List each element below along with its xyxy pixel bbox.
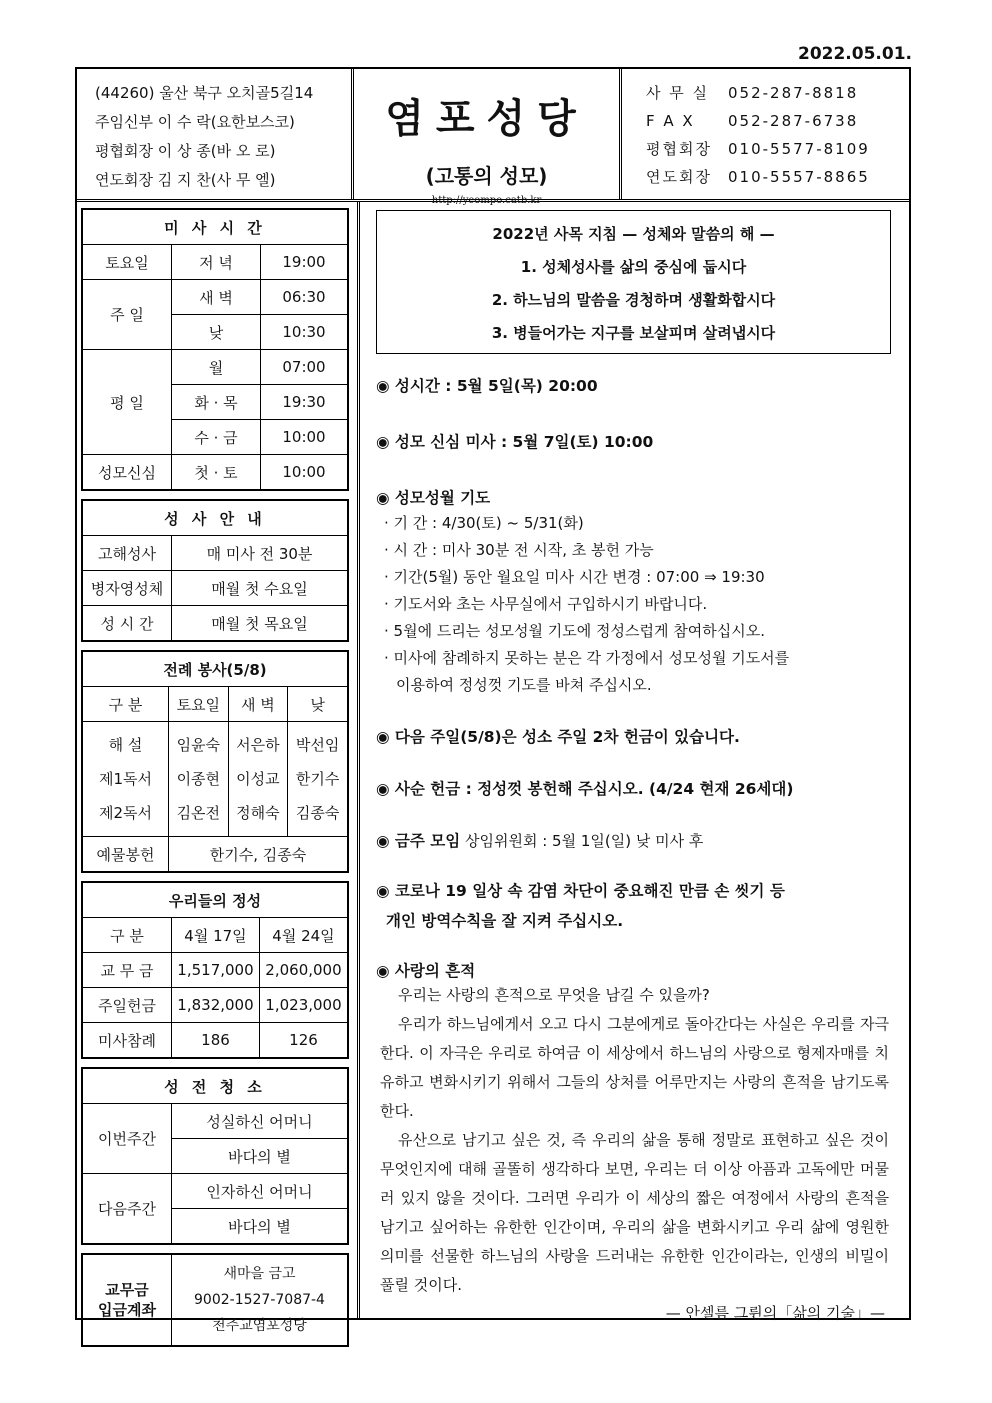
mass-slot: 월 [172, 350, 261, 385]
council-president-line: 평협회장 이 상 종(바 오 로) [95, 142, 276, 160]
notice-may-prayer: ◉ 성모성월 기도 · 기 간 : 4/30(토) ~ 5/31(화) · 시 간 : 미사 30분 전 시작, 초 봉헌 가능 · 기간(5월) 동안 월요일 미사 시간 변경 : 07:00 ⇒ 19:30 · 기도서와 초는 사무실에서 구입하시기 바랍니다. · 5월에 드리는 성모성월 기도에 정성스럽게 참여하십시오. · 미사에 참례하지 못하는 분은 각 가정에서 성모성월 기도서를 이용하여 정성껏 기도를 바쳐 주십시오. [376, 486, 893, 699]
finance-value: 1,832,000 [172, 988, 260, 1023]
notice-line: 이용하여 정성껏 기도를 바쳐 주십시오. [396, 676, 652, 694]
liturgy-cell: 임윤숙 [169, 722, 229, 763]
finance-title: 우리들의 정성 [82, 882, 348, 918]
liturgy-role: 해 설 [82, 722, 169, 763]
liturgy-header: 토요일 [169, 687, 229, 722]
sidebar [81, 208, 349, 1355]
notice-line: · 5월에 드리는 성모성월 기도에 정성스럽게 참여하십시오. [384, 622, 765, 640]
liturgy-cell: 김종숙 [288, 796, 348, 837]
mass-time: 19:00 [261, 245, 349, 280]
contact-label: 연도회장 [646, 168, 712, 186]
offering-label: 예물봉헌 [82, 837, 169, 873]
cleaning-title: 성 전 청 소 [82, 1068, 348, 1104]
bank-details [172, 1254, 349, 1346]
mass-day: 성모신심 [82, 455, 172, 491]
finance-table [81, 881, 349, 1059]
mass-time: 10:30 [261, 315, 349, 350]
contact-row [646, 79, 909, 107]
contact-label: 평협회장 [646, 140, 712, 158]
notice-second-collection: ◉ 다음 주일(5/8)은 성소 주일 2차 헌금이 있습니다. [376, 728, 740, 746]
mass-day: 주 일 [82, 280, 172, 350]
mass-slot: 화 · 목 [172, 385, 261, 420]
theme-title: 2022년 사목 지침 — 성체와 말씀의 해 — [492, 225, 775, 243]
finance-label: 미사참례 [82, 1023, 172, 1059]
notice-holy-hour: ◉ 성시간 : 5월 5일(목) 20:00 [376, 377, 598, 395]
meeting-head: ◉ 금주 모임 [376, 832, 461, 850]
sacrament-label: 병자영성체 [82, 571, 172, 606]
cleaning-group: 바다의 별 [172, 1139, 349, 1174]
notice-line: · 기간(5월) 동안 월요일 미사 시간 변경 : 07:00 ⇒ 19:30 [384, 568, 765, 586]
header [77, 69, 909, 206]
theme-item: 3. 병들어가는 지구를 보살피며 살려냅시다 [491, 324, 776, 342]
bank-number: 9002-1527-7087-4 [194, 1292, 325, 1308]
address-line: (44260) 울산 북구 오치골5길14 [95, 84, 314, 102]
mass-slot: 새 벽 [172, 280, 261, 315]
contact-value: 052-287-8818 [728, 84, 859, 102]
mass-slot: 저 녁 [172, 245, 261, 280]
sacrament-value: 매 미사 전 30분 [172, 536, 349, 571]
liturgy-title: 전례 봉사(5/8) [82, 651, 348, 687]
patron-name: (고통의 성모) [425, 164, 548, 188]
finance-value: 2,060,000 [259, 953, 348, 988]
mass-time: 19:30 [261, 385, 349, 420]
notice-line: · 미사에 참례하지 못하는 분은 각 가정에서 성모성월 기도서를 [384, 649, 790, 667]
liturgy-header: 낮 [288, 687, 348, 722]
header-title [354, 69, 622, 206]
finance-value: 1,023,000 [259, 988, 348, 1023]
contact-row [646, 107, 909, 135]
church-url[interactable]: http://yeompo.catb.kr [431, 195, 542, 206]
cleaning-group: 성실하신 어머니 [172, 1104, 349, 1139]
mass-day: 토요일 [82, 245, 172, 280]
mass-day: 평 일 [82, 350, 172, 455]
contact-value: 052-287-6738 [728, 112, 859, 130]
contact-label: 사 무 실 [646, 84, 710, 102]
contact-value: 010-5577-8109 [728, 140, 870, 158]
finance-header: 구 분 [82, 918, 172, 953]
cleaning-table [81, 1067, 349, 1245]
love-paragraph: 유산으로 남기고 싶은 것, 즉 우리의 삶을 통해 정말로 표현하고 싶은 것이 무엇인지에 대해 골똘히 생각하다 보면, 우리는 더 이상 아픔과 고독에만 머물러 있지 않을 것이다. 그러면 우리가 이 세상의 짧은 여정에서 사랑의 흔적을 남기고 싶어하는 유한한 인간이며, 우리의 삶을 변화시키고 우리 삶에 영원한 의미를 선물한 하느님의 사랑을 드러내는 유한한 인간이라는, 인생의 비밀이 풀릴 것이다. [380, 1131, 889, 1294]
theme-item: 2. 하느님의 말씀을 경청하며 생활화합시다 [491, 291, 776, 309]
contact-row [646, 135, 909, 163]
liturgy-header: 새 벽 [228, 687, 288, 722]
finance-header: 4월 24일 [259, 918, 348, 953]
liturgy-header: 구 분 [82, 687, 169, 722]
cleaning-week: 이번주간 [82, 1104, 172, 1174]
notice-line: · 시 간 : 미사 30분 전 시작, 초 봉헌 가능 [384, 541, 654, 559]
mass-times-table [81, 208, 349, 491]
notice-love-trace: ◉ 사랑의 흔적 우리는 사랑의 흔적으로 무엇을 남길 수 있을까? 우리가 하느님에게서 오고 다시 그분에게로 돌아간다는 사실은 우리를 자극한다. 이 자극은 우리로 하여금 이 세상에서 하느님의 사랑으로 형제자매를 치유하고 변화시키기 위해서 그들의 상처를 어루만지는 사랑의 흔적을 남기도록 한다. 유산으로 남기고 싶은 것, 즉 우리의 삶을 통해 정말로 표현하고 싶은 것이 무엇인지에 대해 골똘히 생각하다 보면, 우리는 더 이상 아픔과 고독에만 머물러 있지 않을 것이다. 그러면 우리가 이 세상의 짧은 여정에서 사랑의 흔적을 남기고 싶어하는 유한한 인간이며, 우리의 삶을 변화시키고 우리 삶에 영원한 의미를 선물한 하느님의 사랑을 드러내는 유한한 인간이라는, 인생의 비밀이 풀릴 것이다. — 안셀름 그륀의「삶의 기술」— [376, 959, 893, 1326]
notice-marian-mass: ◉ 성모 신심 미사 : 5월 7일(토) 10:00 [376, 433, 654, 451]
cleaning-group: 인자하신 어머니 [172, 1174, 349, 1209]
notice-line: · 기 간 : 4/30(토) ~ 5/31(화) [384, 514, 584, 532]
love-paragraph: 우리가 하느님에게서 오고 다시 그분에게로 돌아간다는 사실은 우리를 자극한다. 이 자극은 우리로 하여금 이 세상에서 하느님의 사랑으로 형제자매를 치유하고 변화시키기 위해서 그들의 상처를 어루만지는 사랑의 흔적을 남기도록 한다. [380, 1015, 889, 1120]
theme-item: 1. 성체성사를 삶의 중심에 둡시다 [520, 258, 747, 276]
love-paragraph: 우리는 사랑의 흔적으로 무엇을 남길 수 있을까? [398, 986, 710, 1004]
meeting-detail: 상임위원회 : 5월 1일(일) 낮 미사 후 [460, 832, 704, 850]
cleaning-group: 바다의 별 [172, 1209, 349, 1245]
liturgy-role: 제2독서 [82, 796, 169, 837]
cleaning-week: 다음주간 [82, 1174, 172, 1245]
mass-times-title: 미 사 시 간 [82, 209, 348, 245]
liturgy-cell: 김온전 [169, 796, 229, 837]
notice-lent-offering: ◉ 사순 헌금 : 정성껏 봉헌해 주십시오. (4/24 현재 26세대) [376, 780, 794, 798]
sacrament-value: 매월 첫 목요일 [172, 606, 349, 642]
mass-slot: 수 · 금 [172, 420, 261, 455]
sacrament-table [81, 499, 349, 642]
header-info [77, 69, 354, 199]
mass-time: 07:00 [261, 350, 349, 385]
bulletin-frame [75, 67, 911, 1334]
sacrament-value: 매월 첫 수요일 [172, 571, 349, 606]
liturgy-cell: 박선임 [288, 722, 348, 763]
bank-holder: 천주교염포성당 [212, 1318, 307, 1334]
mass-slot: 첫 · 토 [172, 455, 261, 491]
pastor-line: 주임신부 이 수 락(요한보스코) [95, 113, 295, 131]
mass-time: 10:00 [261, 455, 349, 491]
liturgy-role: 제1독서 [82, 762, 169, 796]
notice-line: · 기도서와 초는 사무실에서 구입하시기 바랍니다. [384, 595, 708, 613]
bank-name: 새마을 금고 [223, 1266, 296, 1282]
liturgy-cell: 이성교 [228, 762, 288, 796]
bank-account-table [81, 1253, 349, 1347]
bank-label: 교무금 입금계좌 [82, 1254, 172, 1346]
sacrament-label: 고해성사 [82, 536, 172, 571]
contact-label: F A X [646, 112, 695, 130]
offering-value: 한기수, 김종숙 [169, 837, 349, 873]
church-name: 염포성당 [385, 96, 588, 142]
mass-slot: 낮 [172, 315, 261, 350]
finance-value: 1,517,000 [172, 953, 260, 988]
finance-value: 126 [259, 1023, 348, 1059]
liturgy-cell: 이종현 [169, 762, 229, 796]
mass-time: 06:30 [261, 280, 349, 315]
love-source: — 안셀름 그륀의「삶의 기술」— [665, 1304, 885, 1322]
contact-value: 010-5557-8865 [728, 168, 870, 186]
sacrament-title: 성 사 안 내 [82, 500, 348, 536]
finance-label: 주일헌금 [82, 988, 172, 1023]
memorial-president-line: 연도회장 김 지 찬(사 무 엘) [95, 171, 276, 189]
notice-meeting [376, 829, 893, 851]
sacrament-label: 성 시 간 [82, 606, 172, 642]
mass-time: 10:00 [261, 420, 349, 455]
finance-label: 교 무 금 [82, 953, 172, 988]
header-contacts [622, 69, 909, 199]
finance-header: 4월 17일 [172, 918, 260, 953]
liturgy-cell: 서은하 [228, 722, 288, 763]
bulletin-date: 2022.05.01. [797, 44, 912, 64]
notice-corona: ◉ 코로나 19 일상 속 감염 차단이 중요해진 만큼 손 씻기 등 개인 방역수칙을 잘 지켜 주십시오. [376, 882, 785, 930]
liturgy-table [81, 650, 349, 873]
liturgy-cell: 한기수 [288, 762, 348, 796]
pastoral-theme-box [376, 210, 891, 354]
finance-value: 186 [172, 1023, 260, 1059]
main-content [357, 202, 905, 1322]
contact-row [646, 163, 909, 191]
liturgy-cell: 정해숙 [228, 796, 288, 837]
